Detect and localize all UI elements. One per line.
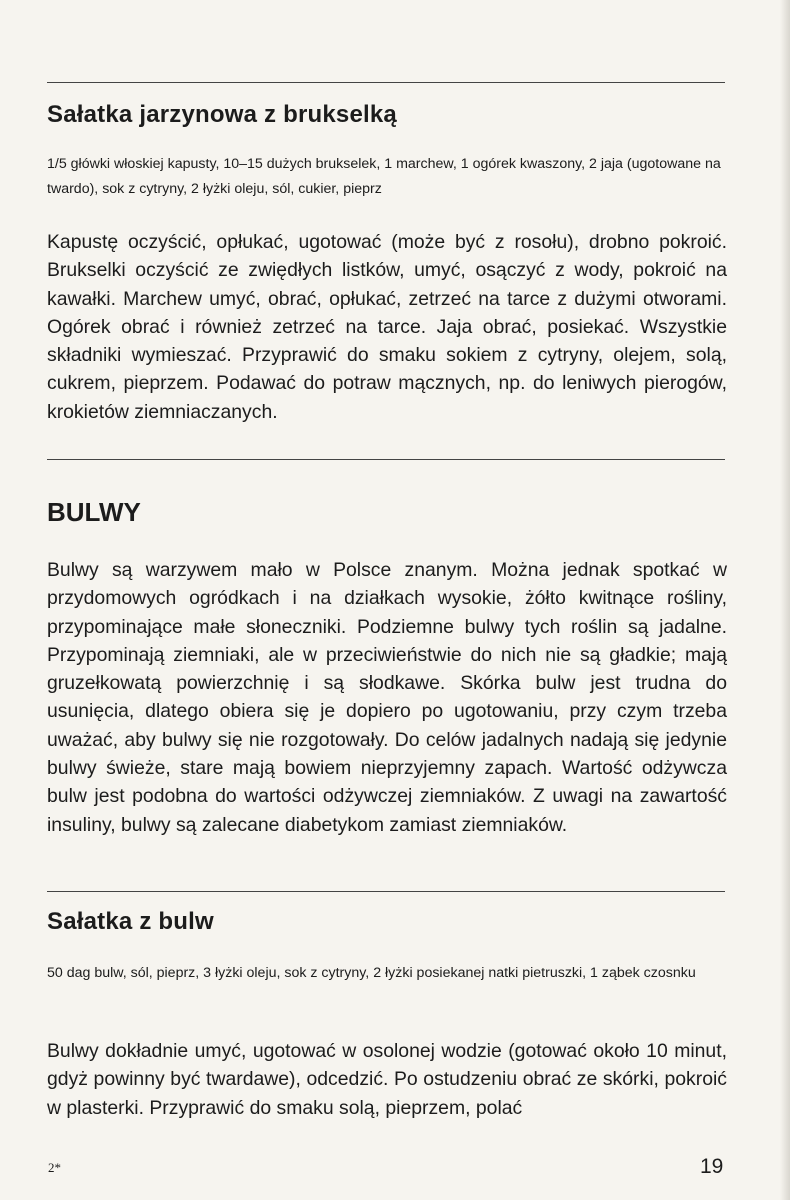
- page-edge-shadow: [780, 0, 790, 1200]
- recipe-title: Sałatka z bulw: [47, 908, 214, 935]
- recipe-instructions: Kapustę oczyścić, opłukać, ugotować (może być z rosołu), drobno pokroić. Brukselki oczyścić ze zwiędłych listków, umyć, osączyć z wody, pokroić na kawałki. Marchew umyć, obrać, opłukać, zetrzeć na tarce z dużymi otworami. Ogórek obrać i również zetrzeć na tarce. Jaja obrać, posiekać. Wszystkie składniki wymieszać. Przyprawić do smaku sokiem z cytryny, olejem, solą, cukrem, pieprzem. Podawać do potraw mącznych, np. do leniwych pierogów, krokietów ziemniaczanych.: [47, 231, 727, 423]
- page-number: 19: [700, 1155, 724, 1178]
- divider-rule: [47, 82, 725, 83]
- divider-rule: [47, 459, 725, 460]
- printer-signature: 2*: [48, 1160, 61, 1175]
- recipe-ingredients: 1/5 główki włoskiej kapusty, 10–15 dużych brukselek, 1 marchew, 1 ogórek kwaszony, 2 jaja (ugotowane na twardo), sok z cytryny, 2 łyżki oleju, sól, cukier, pieprz: [47, 156, 721, 197]
- section-text: Bulwy są warzywem mało w Polsce znanym. Można jednak spotkać w przydomowych ogródkach i na działkach wysokie, żółto kwitnące rośliny, przypominające małe słoneczniki. Podziemne bulwy tych roślin są jadalne. Przypominają ziemniaki, ale w przeciwieństwie do nich nie są gładkie; mają gruzełkowatą powierzchnię i są słodkawe. Skórka bulw jest trudna do usunięcia, dlatego obiera się je dopiero po ugotowaniu, przy czym trzeba uważać, aby bulwy się nie rozgotowały. Do celów jadalnych nadają się jedynie bulwy świeże, stare mają bowiem nieprzyjemny zapach. Wartość odżywcza bulw jest podobna do wartości odżywczej ziemniaków. Z uwagi na zawartość insuliny, bulwy są zalecane diabetykom zamiast ziemniaków.: [47, 559, 727, 836]
- recipe-ingredients: 50 dag bulw, sól, pieprz, 3 łyżki oleju, sok z cytryny, 2 łyżki posiekanej natki pietruszki, 1 ząbek czosnku: [47, 965, 696, 981]
- recipe-instructions: Bulwy dokładnie umyć, ugotować w osolonej wodzie (gotować około 10 minut, gdyż powinny być twardawe), odcedzić. Po ostudzeniu obrać ze skórki, pokroić w plasterki. Przyprawić do smaku solą, pieprzem, polać: [47, 1040, 727, 1119]
- recipe-title: Sałatka jarzynowa z brukselką: [47, 101, 397, 128]
- divider-rule: [47, 891, 725, 892]
- section-heading: BULWY: [47, 497, 141, 527]
